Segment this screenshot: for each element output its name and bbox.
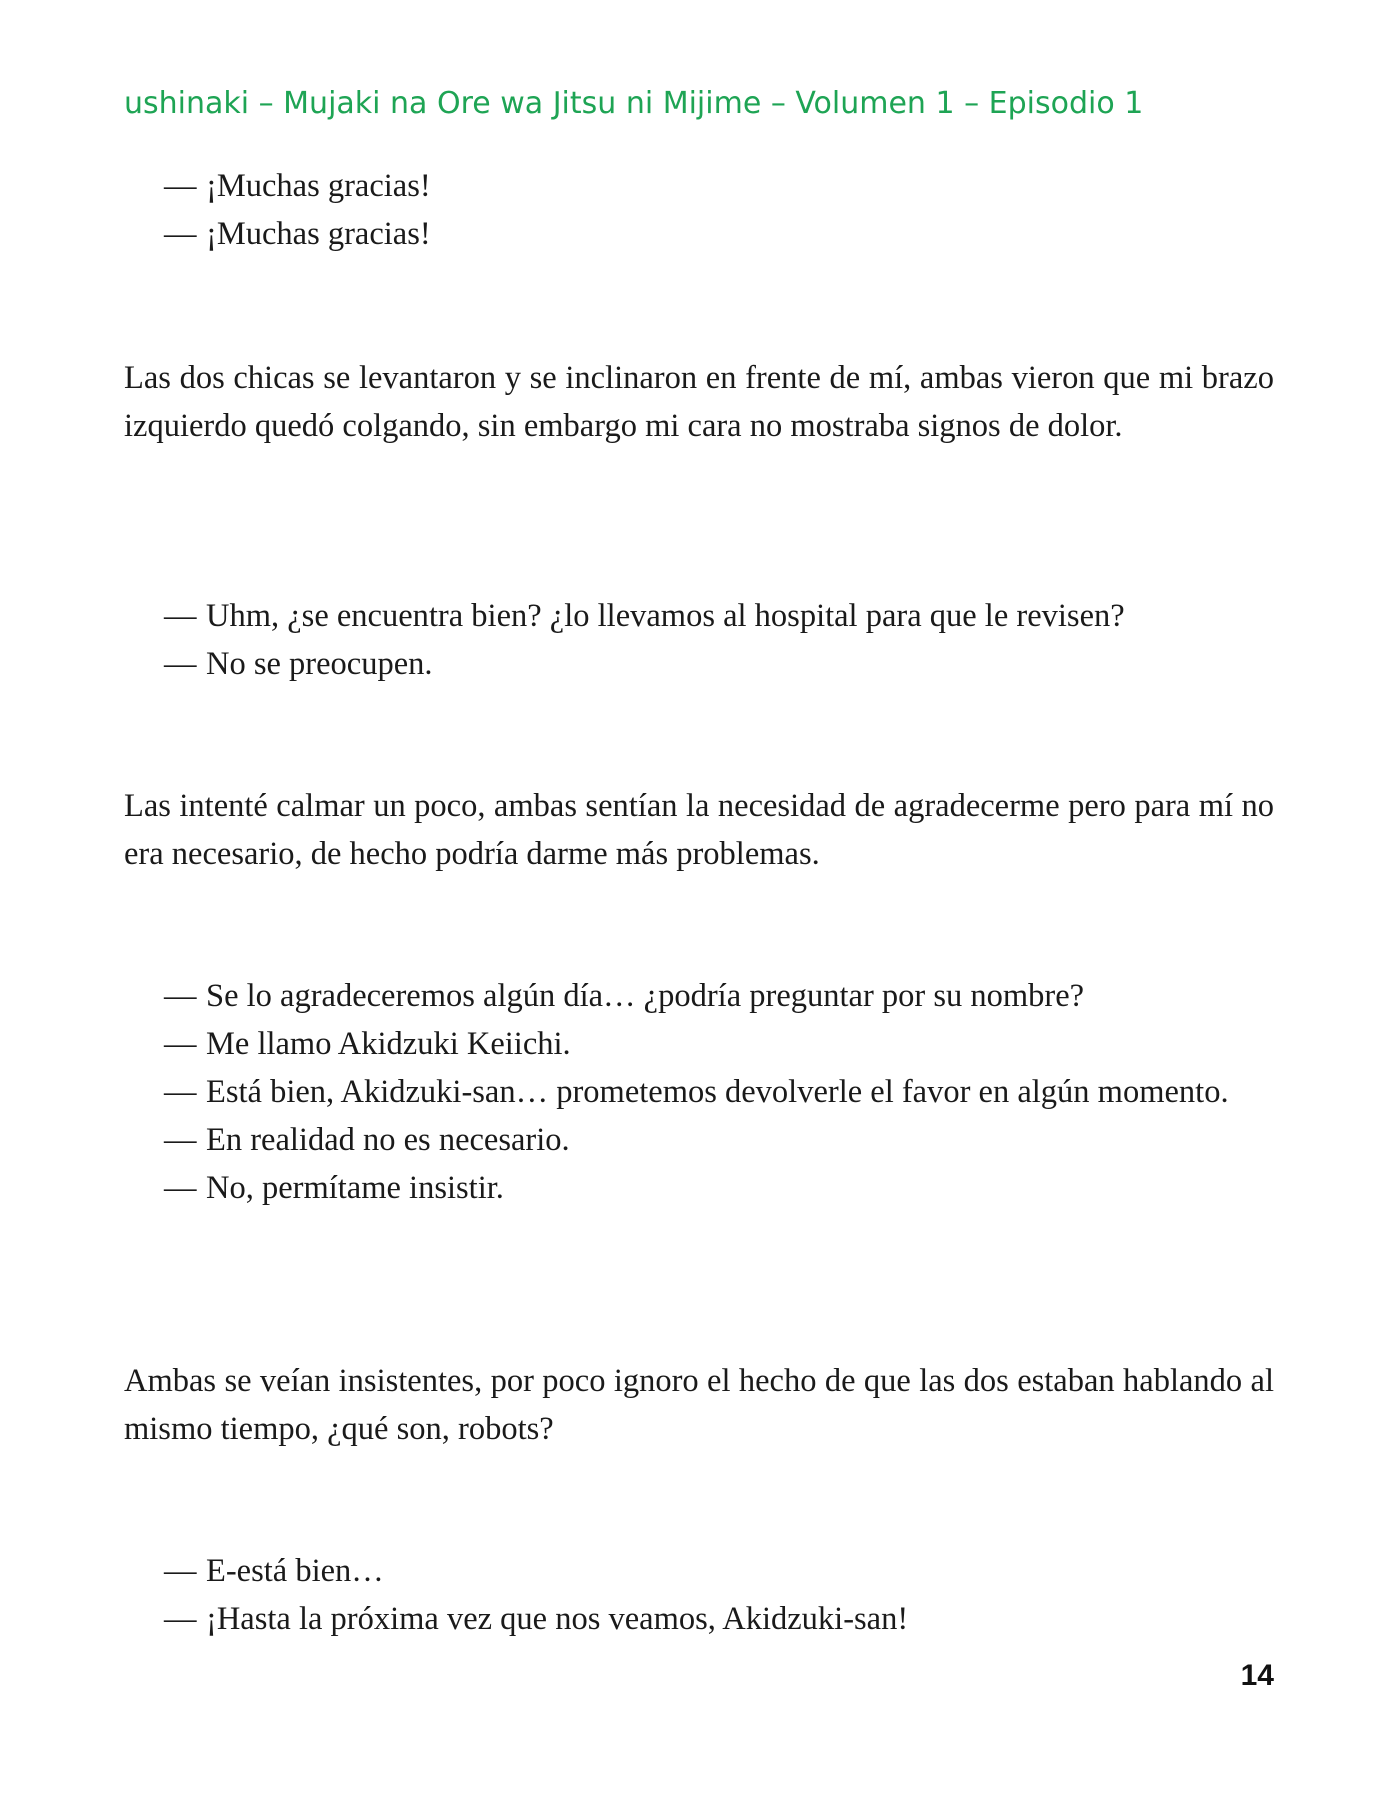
dialog-text: No, permítame insistir. (206, 1170, 504, 1206)
em-dash: — (164, 1170, 197, 1206)
em-dash: — (164, 1074, 197, 1110)
dialog-line (124, 1020, 1274, 1068)
dialog-text: Se lo agradeceremos algún día… ¿podría preguntar por su nombre? (206, 978, 1085, 1014)
dialog-line (124, 1547, 1274, 1595)
dialog-line (124, 1164, 1274, 1212)
dialog-line (124, 162, 1274, 210)
narration-block (124, 782, 1274, 878)
em-dash: — (164, 1122, 197, 1158)
em-dash: — (164, 1553, 197, 1589)
dialog-block (124, 1547, 1274, 1643)
dialog-line (124, 592, 1274, 640)
dialog-text: ¡Muchas gracias! (206, 168, 431, 204)
dialog-text: Está bien, Akidzuki-san… prometemos devolverle el favor en algún momento. (206, 1074, 1229, 1110)
narration-paragraph: Ambas se veían insistentes, por poco ignoro el hecho de que las dos estaban hablando al mismo tiempo, ¿qué son, robots? (124, 1363, 1274, 1447)
dialog-text: En realidad no es necesario. (206, 1122, 570, 1158)
narration-block (124, 354, 1274, 450)
dialog-text: No se preocupen. (206, 646, 433, 682)
em-dash: — (164, 646, 197, 682)
dialog-text: ¡Hasta la próxima vez que nos veamos, Akidzuki-san! (206, 1601, 909, 1637)
dialog-block (124, 162, 1274, 258)
narration-paragraph: Las intenté calmar un poco, ambas sentían la necesidad de agradecerme pero para mí no era necesario, de hecho podría darme más problemas. (124, 788, 1274, 872)
dialog-text: E-está bien… (206, 1553, 384, 1589)
em-dash: — (164, 216, 197, 252)
em-dash: — (164, 978, 197, 1014)
narration-block (124, 1357, 1274, 1453)
em-dash: — (164, 168, 197, 204)
page-header: ushinaki – Mujaki na Ore wa Jitsu ni Mijime – Volumen 1 – Episodio 1 (124, 86, 1144, 121)
dialog-block (124, 972, 1274, 1212)
dialog-block (124, 592, 1274, 688)
dialog-line (124, 640, 1274, 688)
dialog-line (124, 972, 1274, 1020)
dialog-text: Me llamo Akidzuki Keiichi. (206, 1026, 571, 1062)
dialog-line (124, 1595, 1274, 1643)
dialog-text: Uhm, ¿se encuentra bien? ¿lo llevamos al hospital para que le revisen? (206, 598, 1125, 634)
dialog-line (124, 1116, 1274, 1164)
dialog-line (124, 210, 1274, 258)
em-dash: — (164, 1026, 197, 1062)
em-dash: — (164, 1601, 197, 1637)
em-dash: — (164, 598, 197, 634)
narration-paragraph: Las dos chicas se levantaron y se inclinaron en frente de mí, ambas vieron que mi brazo izquierdo quedó colgando, sin embargo mi cara no mostraba signos de dolor. (124, 360, 1274, 444)
page-number: 14 (1240, 1659, 1274, 1692)
dialog-text: ¡Muchas gracias! (206, 216, 431, 252)
dialog-line (124, 1068, 1274, 1116)
